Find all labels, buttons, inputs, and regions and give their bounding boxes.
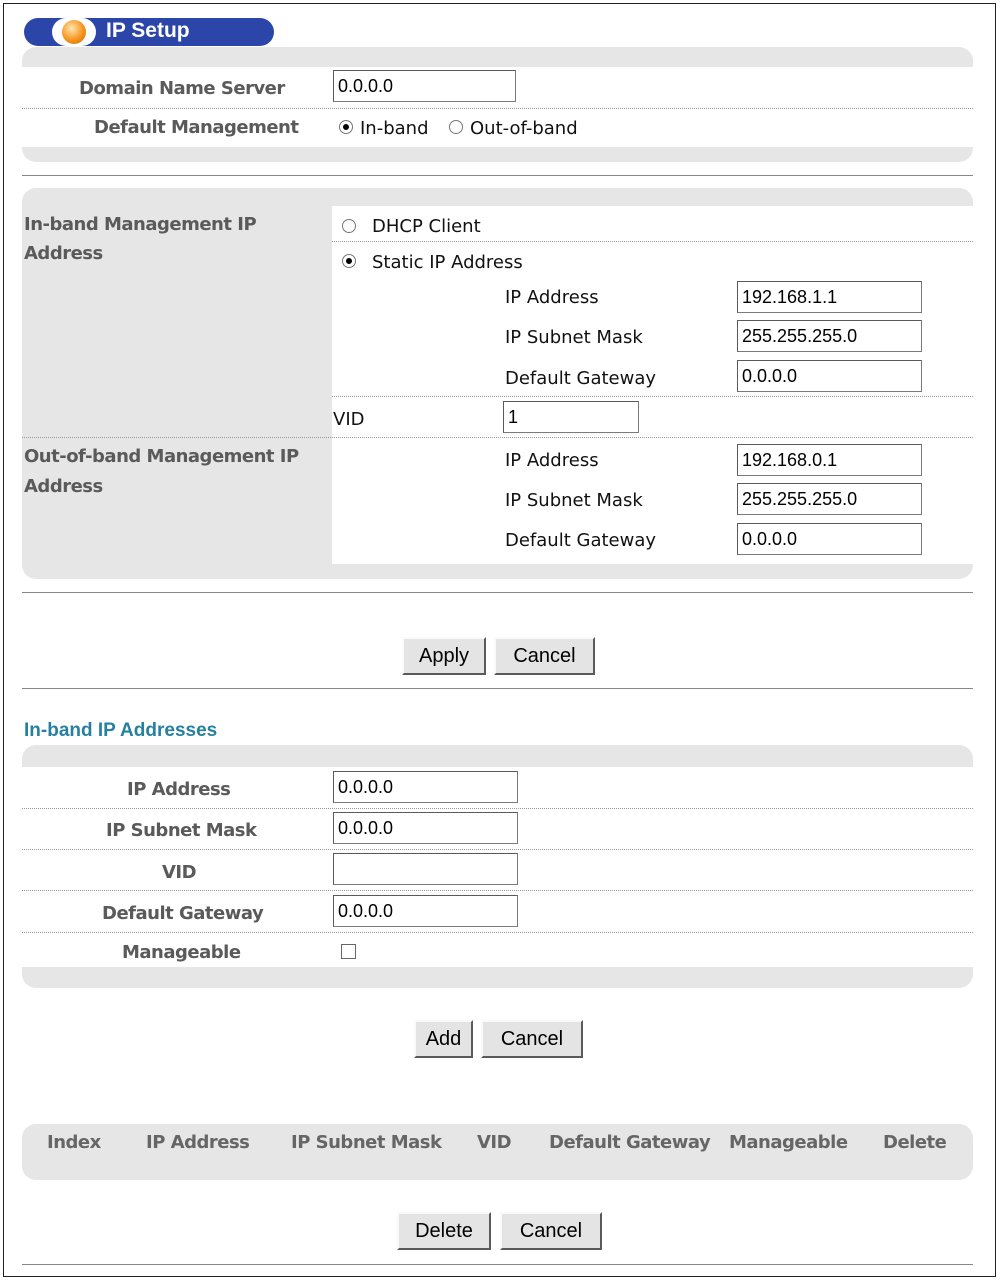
static-ip-radio[interactable]	[342, 254, 356, 268]
table-header-delete: Delete	[883, 1132, 947, 1153]
add-gateway-input[interactable]	[333, 895, 518, 927]
outofband-ip-input[interactable]	[737, 444, 922, 476]
outofband-mask-label: IP Subnet Mask	[505, 490, 643, 511]
static-ip-label: Static IP Address	[372, 252, 523, 273]
page-title-bar	[24, 18, 274, 46]
outofband-mgmt-label-2: Address	[24, 476, 103, 497]
table-header-manageable: Manageable	[729, 1132, 848, 1153]
inband-ip-label: IP Address	[505, 287, 599, 308]
page-title: IP Setup	[106, 19, 190, 42]
inband-mgmt-label-2: Address	[24, 243, 103, 264]
inband-mgmt-label-1: In-band Management IP	[24, 214, 257, 235]
table-header-default-gateway: Default Gateway	[549, 1132, 711, 1153]
outofband-gateway-label: Default Gateway	[505, 530, 657, 551]
add-vid-input[interactable]	[333, 853, 518, 885]
outofband-ip-label: IP Address	[505, 450, 599, 471]
table-header-subnet-mask: IP Subnet Mask	[291, 1132, 442, 1153]
apply-button[interactable]: Apply	[402, 637, 486, 675]
add-mask-label: IP Subnet Mask	[106, 820, 257, 841]
add-ip-label: IP Address	[127, 779, 231, 800]
outofband-mask-input[interactable]	[737, 483, 922, 515]
add-button[interactable]: Add	[414, 1020, 473, 1058]
table-header-index: Index	[47, 1132, 101, 1153]
inband-gateway-input[interactable]	[737, 360, 922, 392]
inband-gateway-label: Default Gateway	[505, 368, 657, 389]
default-management-label: Default Management	[94, 117, 299, 138]
table-header-ip-address: IP Address	[146, 1132, 250, 1153]
orange-ball-icon	[62, 20, 86, 44]
inband-mask-input[interactable]	[737, 320, 922, 352]
inband-ip-input[interactable]	[737, 281, 922, 313]
add-cancel-button[interactable]: Cancel	[481, 1020, 583, 1058]
delete-button[interactable]: Delete	[397, 1212, 491, 1250]
table-header-vid: VID	[477, 1132, 512, 1153]
add-gateway-label: Default Gateway	[102, 903, 264, 924]
vid-input[interactable]	[503, 401, 639, 433]
manageable-checkbox[interactable]	[341, 944, 356, 959]
outofband-gateway-input[interactable]	[737, 523, 922, 555]
delete-cancel-button[interactable]: Cancel	[500, 1212, 602, 1250]
inband-radio-label: In-band	[360, 118, 429, 139]
inband-radio[interactable]	[339, 120, 353, 134]
outofband-mgmt-label-1: Out-of-band Management IP	[24, 446, 299, 467]
outofband-radio-label: Out-of-band	[470, 118, 578, 139]
manageable-label: Manageable	[122, 942, 241, 963]
dhcp-client-label: DHCP Client	[372, 216, 481, 237]
add-vid-label: VID	[162, 862, 197, 883]
inband-mask-label: IP Subnet Mask	[505, 327, 643, 348]
vid-label: VID	[333, 409, 365, 430]
add-mask-input[interactable]	[333, 812, 518, 844]
inband-addresses-title: In-band IP Addresses	[24, 720, 218, 741]
outofband-radio[interactable]	[449, 120, 463, 134]
dns-label: Domain Name Server	[79, 78, 285, 99]
dns-input[interactable]	[333, 70, 516, 102]
general-panel	[22, 47, 973, 162]
add-ip-input[interactable]	[333, 771, 518, 803]
cancel-button[interactable]: Cancel	[494, 637, 595, 675]
dhcp-client-radio[interactable]	[342, 219, 356, 233]
